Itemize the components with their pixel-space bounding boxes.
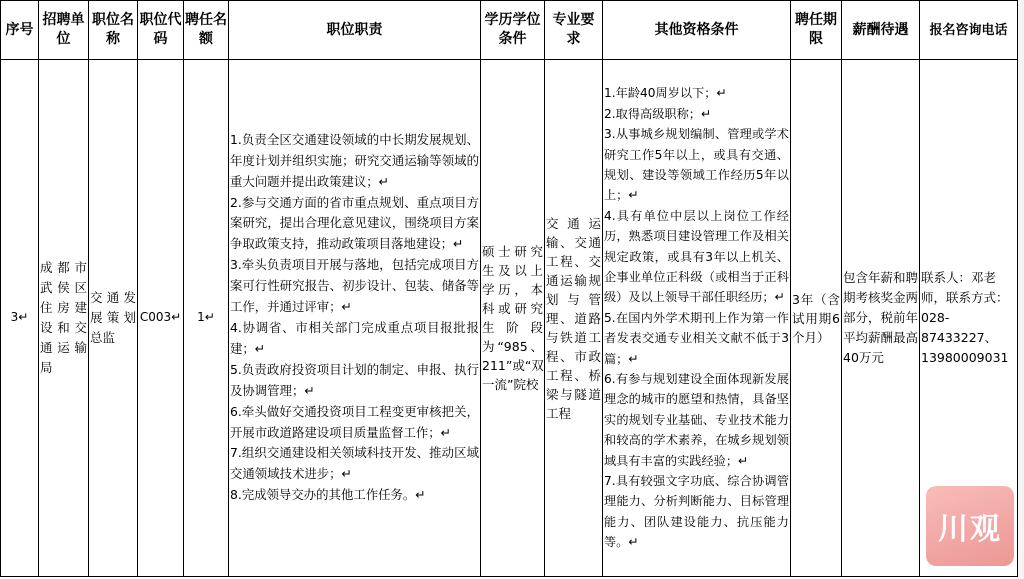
header-major: 专业要求 xyxy=(545,1,603,60)
duty-item: 5.负责政府投资项目计划的制定、申报、执行及协调管理；↵ xyxy=(230,361,479,398)
cell-position-code: C003↵ xyxy=(138,60,184,577)
header-position-code: 职位代码 xyxy=(138,1,184,60)
duty-item: 1.负责全区交通建设领域的中长期发展规划、年度计划并组织实施；研究交通运输等领域的重大问题并提出政策建议；↵ xyxy=(230,131,479,189)
requirement-item: 2.取得高级职称；↵ xyxy=(604,106,712,121)
header-seq: 序号 xyxy=(1,1,39,60)
duty-item: 7.组织交通建设相关领域科技开发、推动区域交通领域技术进步；↵ xyxy=(230,445,479,482)
header-term: 聘任期限 xyxy=(791,1,842,60)
cell-count: 1↵ xyxy=(184,60,229,577)
requirement-item: 6.有参与规划建设全面体现新发展理念的城市的愿望和热情，具备坚实的规划专业基础、专业技术能力和较高的学术素养，在城乡规划领域具有丰富的实践经验；↵ xyxy=(604,372,789,468)
header-salary: 薪酬待遇 xyxy=(842,1,920,60)
requirement-item: 7.具有较强文字功底、综合协调管理能力、分析判断能力、目标管理能力、团队建设能力、抗压能力等。↵ xyxy=(604,474,789,550)
cell-other-requirements xyxy=(603,60,791,577)
cell-education: 硕士研究生及以上学历，本科或研究生阶段为“985、211”或“双一流”院校 xyxy=(481,60,545,577)
duty-item: 6.牵头做好交通投资项目工程变更审核把关，开展市政道路建设项目质量监督工作；↵ xyxy=(230,403,479,440)
cell-seq: 3↵ xyxy=(1,60,39,577)
duty-item: 2.参与交通方面的省市重点规划、重点项目方案研究，提出合理化意见建议，围绕项目方案争取政策支持，推动政策项目落地建设；↵ xyxy=(230,194,479,252)
cell-major: 交通运输、交通工程、交通运输规划与管理、道路与铁道工程、市政工程、桥梁与隧道工程 xyxy=(545,60,603,577)
requirement-item: 3.从事城乡规划编制、管理或学术研究工作5年以上，或具有交通、规划、建设等领域工作经历5年以上；↵ xyxy=(604,127,789,203)
header-count: 聘任名额 xyxy=(184,1,229,60)
table-row xyxy=(1,60,1018,577)
cell-position-name: 交通发展策划总监 xyxy=(89,60,138,577)
header-unit: 招聘单位 xyxy=(39,1,89,60)
cell-salary: 包含年薪和聘期考核奖金两部分，税前年平均薪酬最高40万元 xyxy=(842,60,920,577)
watermark-text: 川观 xyxy=(938,512,1002,547)
header-row xyxy=(1,1,1018,60)
header-duties: 职位职责 xyxy=(229,1,481,60)
watermark-logo xyxy=(926,486,1014,566)
cell-contact: 联系人：邓老师，联系方式：028-87433227、13980009031 xyxy=(920,60,1018,577)
duty-item: 4.协调省、市相关部门完成重点项目报批报建；↵ xyxy=(230,320,479,356)
header-contact: 报名咨询电话 xyxy=(920,1,1018,60)
cell-duties xyxy=(229,60,481,577)
requirement-item: 4.具有单位中层以上岗位工作经历，熟悉项目建设管理工作及相关规定政策，或具有3年以上机关、企事业单位正科级（或相当于正科级）及以上领导干部任职经历；↵ xyxy=(604,208,789,305)
page-edge xyxy=(1018,0,1024,579)
cell-unit: 成都市武侯区住房建设和交通运输局 xyxy=(39,60,89,577)
cell-term: 3年（含试用期6个月） xyxy=(791,60,842,577)
header-other-requirements: 其他资格条件 xyxy=(603,1,791,60)
header-education: 学历学位条件 xyxy=(481,1,545,60)
requirement-item: 1.年龄40周岁以下；↵ xyxy=(604,86,727,101)
duty-item: 8.完成领导交办的其他工作任务。↵ xyxy=(230,487,426,503)
header-position-name: 职位名称 xyxy=(89,1,138,60)
duty-item: 3.牵头负责项目开展与落地，包括完成项目方案可行性研究报告、初步设计、包装、储备等工作，并通过评审；↵ xyxy=(230,257,479,315)
requirement-item: 5.在国内外学术期刊上作为第一作者发表交通专业相关文献不低于3篇；↵ xyxy=(604,310,789,366)
